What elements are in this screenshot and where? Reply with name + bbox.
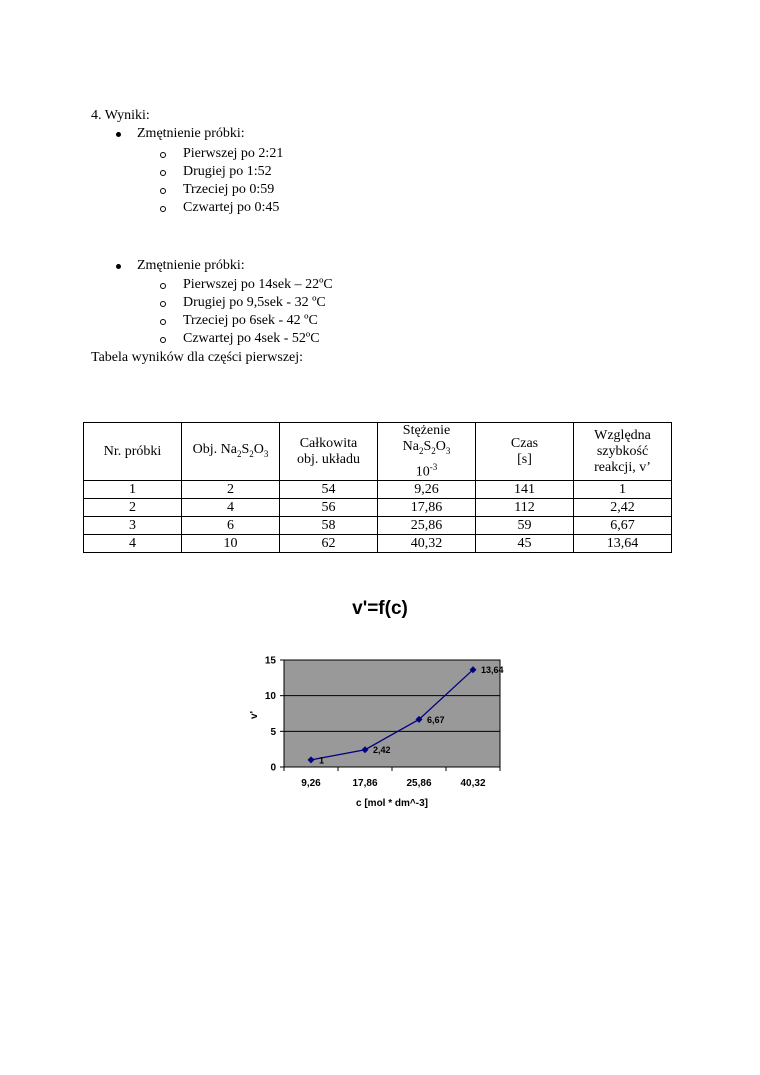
table-cell: 54 (280, 481, 378, 499)
chart-title: v'=f(c) (352, 598, 408, 619)
table-cell: 6 (182, 517, 280, 535)
table-cell: 56 (280, 499, 378, 517)
table-cell: 4 (182, 499, 280, 517)
y-tick-label: 10 (264, 691, 276, 703)
table-cell: 1 (574, 481, 672, 499)
list2-title: Zmętnienie próbki: (137, 258, 245, 273)
table-cell: 40,32 (378, 535, 476, 553)
table-cell: 62 (280, 535, 378, 553)
list1-title: Zmętnienie próbki: (137, 126, 245, 141)
table-cell: 45 (476, 535, 574, 553)
header-volume: Obj. $Na_2S_2O_3$ (182, 423, 280, 481)
table-cell: 9,26 (378, 481, 476, 499)
list2-item: Drugiej po 9,5sek - 32 ºC (183, 295, 326, 310)
list2-item: Czwartej po 4sek - 52ºC (183, 331, 320, 346)
table-cell: 2 (182, 481, 280, 499)
x-tick-label: 17,86 (352, 778, 378, 789)
table-cell: 3 (84, 517, 182, 535)
list1-item: Czwartej po 0:45 (183, 200, 280, 215)
table-cell: 25,86 (378, 517, 476, 535)
header-concentration: Stężenie $Na_2S_2O_3$ $10^{-3}$ (378, 423, 476, 481)
table-cell: 10 (182, 535, 280, 553)
table-cell: 2,42 (574, 499, 672, 517)
data-label: 6,67 (427, 714, 445, 725)
table-cell: 58 (280, 517, 378, 535)
y-axis-label: v' (249, 711, 260, 719)
x-axis-label: c [mol * dm^-3] (356, 798, 428, 809)
table-cell: 59 (476, 517, 574, 535)
y-tick-label: 5 (270, 726, 276, 738)
header-time: Czas [s] (476, 423, 574, 481)
table-cell: 141 (476, 481, 574, 499)
list1-item: Pierwszej po 2:21 (183, 146, 284, 161)
table-caption: Tabela wyników dla części pierwszej: (91, 350, 304, 365)
list1-item: Drugiej po 1:52 (183, 164, 272, 179)
table-cell: 112 (476, 499, 574, 517)
x-tick-label: 25,86 (406, 778, 432, 789)
table-cell: 13,64 (574, 535, 672, 553)
x-tick-label: 9,26 (301, 778, 321, 789)
header-total-volume: Całkowita obj. układu (280, 423, 378, 481)
list2-item: Pierwszej po 14sek – 22ºC (183, 277, 333, 292)
header-relative-rate: Względna szybkość reakcji, v’ (574, 423, 672, 481)
data-label: 1 (319, 755, 325, 766)
data-label: 13,64 (481, 665, 504, 676)
table-cell: 17,86 (378, 499, 476, 517)
header-nr: Nr. próbki (84, 423, 182, 481)
list2-item: Trzeciej po 6sek - 42 ºC (183, 313, 318, 328)
data-label: 2,42 (373, 745, 391, 756)
table-cell: 6,67 (574, 517, 672, 535)
section-heading: 4. Wyniki: (91, 108, 150, 123)
plot-area (284, 660, 500, 767)
table-cell: 1 (84, 481, 182, 499)
table-cell: 2 (84, 499, 182, 517)
x-tick-label: 40,32 (460, 778, 486, 789)
list1-item: Trzeciej po 0:59 (183, 182, 275, 197)
y-tick-label: 15 (264, 655, 276, 667)
table-cell: 4 (84, 535, 182, 553)
y-tick-label: 0 (270, 762, 276, 774)
